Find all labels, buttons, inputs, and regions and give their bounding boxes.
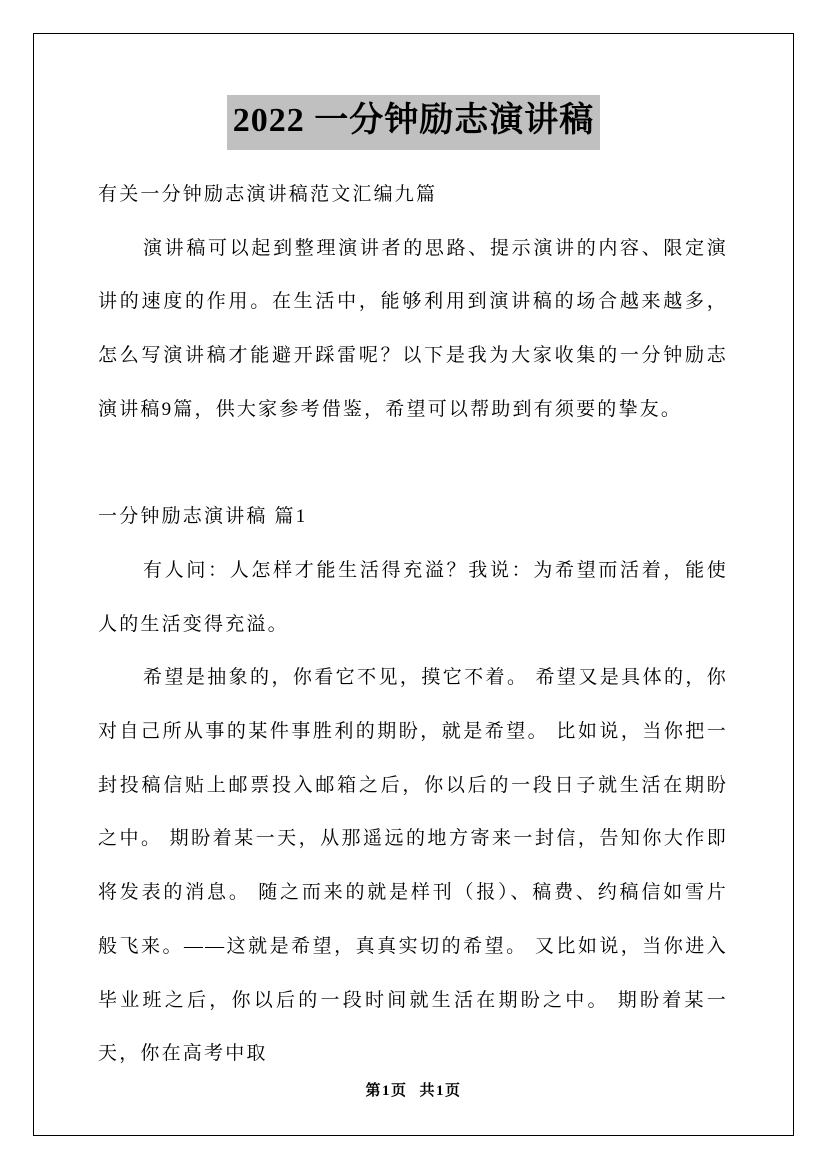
- footer-page-total: 共1页: [419, 1083, 462, 1099]
- page-footer: [0, 1079, 827, 1100]
- document-subtitle: 有关一分钟励志演讲稿范文汇编九篇: [98, 184, 438, 205]
- footer-page-number: 第1页: [365, 1083, 408, 1099]
- paragraph-body-2: 希望是抽象的，你看它不见，摸它不着。 希望又是具体的，你对自己所从事的某件事胜利的期盼，就是希望。 比如说，当你把一封投稿信贴上邮票投入邮箱之后，你以后的一段日子就生活在期盼之中。 期盼着某一天，从那遥远的地方寄来一封信，告知你大作即将发表的消息。 随之而来的就是样刊（报）、稿费、约稿信如雪片般飞来。——这就是希望，真真实切的希望。 又比如说，当你进入毕业班之后，你以后的一段时间就生活在期盼之中。 期盼着某一天，你在高考中取: [98, 667, 728, 1065]
- document-title: [0, 95, 827, 151]
- section-heading-piece-1: 一分钟励志演讲稿 篇1: [98, 506, 308, 528]
- document-title-text: 2022 一分钟励志演讲稿: [227, 95, 601, 150]
- paragraph-intro: 演讲稿可以起到整理演讲者的思路、提示演讲的内容、限定演讲的速度的作用。在生活中，能够利用到演讲稿的场合越来越多，怎么写演讲稿才能避开踩雷呢？以下是我为大家收集的一分钟励志演讲稿9篇，供大家参考借鉴，希望可以帮助到有须要的挚友。: [98, 237, 728, 420]
- document-body: [98, 168, 728, 1081]
- paragraph-body-1: 有人问：人怎样才能生活得充溢？我说：为希望而活着，能使人的生活变得充溢。: [98, 559, 728, 635]
